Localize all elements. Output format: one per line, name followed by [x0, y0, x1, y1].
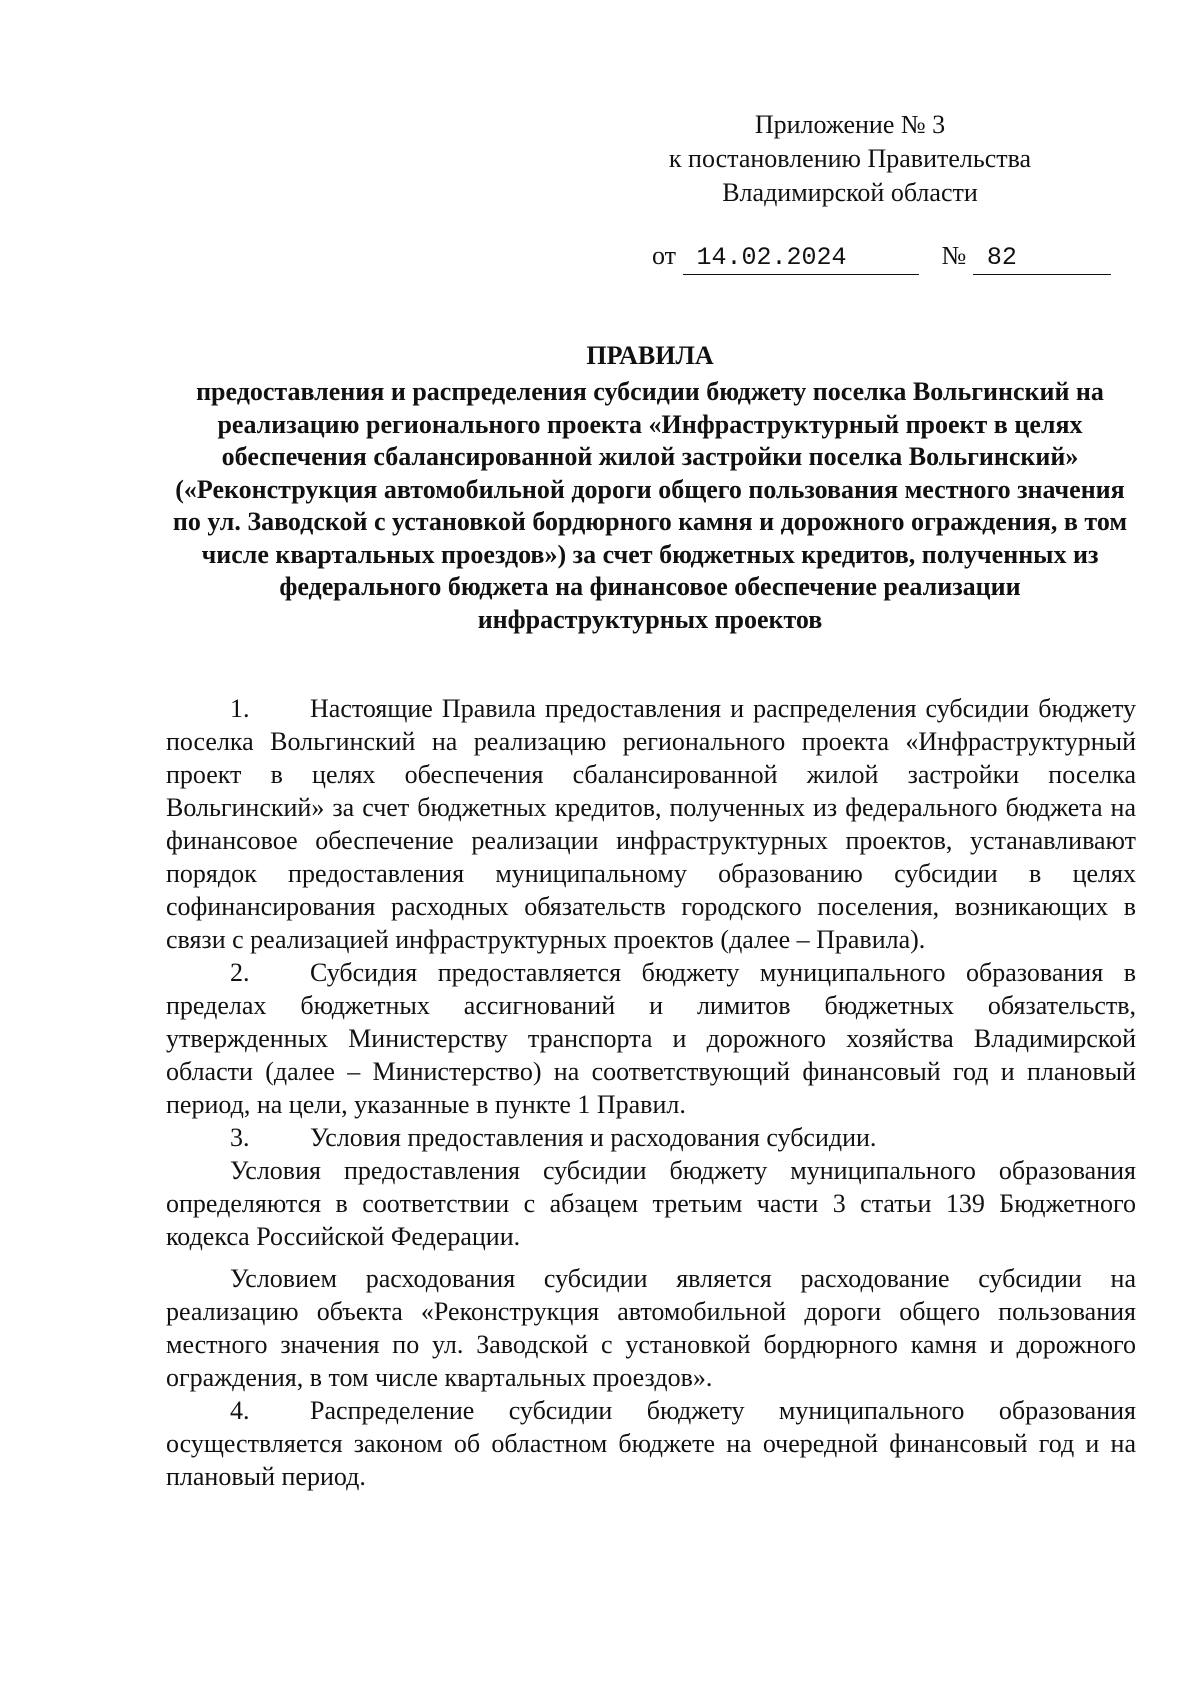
appendix-header	[600, 108, 1100, 210]
paragraph-text: Условия предоставления и расходования субсидии.	[310, 1123, 877, 1152]
resolution-date: 14.02.2024	[683, 242, 919, 275]
appendix-reference: к постановлению Правительства	[668, 144, 1032, 173]
paragraph-2	[166, 956, 1136, 1121]
resolution-date-line	[652, 236, 1102, 276]
paragraph-3-spending	[166, 1262, 1136, 1394]
appendix-number: Приложение № 3	[754, 110, 946, 139]
paragraph-number: 2.	[230, 958, 250, 987]
paragraph-1	[166, 692, 1136, 956]
date-from-label: от	[652, 241, 677, 270]
paragraph-text: Субсидия предоставляется бюджету муниципального образования в пределах бюджетных ассигнований и лимитов бюджетных обязательств, утвержденных Министерству транспорта и дорожного хозяйства Владимирской области (далее – Министерство) на соответствующий финансовый год и плановый период, на цели, указанные в пункте 1 Правил.	[166, 958, 1136, 1119]
paragraph-text: Условием расходования субсидии является расходование субсидии на реализацию объекта «Реконструкция автомобильной дороги общего пользования местного значения по ул. Заводской с установкой бордюрного камня и дорожного ограждения, в том числе квартальных проездов».	[166, 1264, 1136, 1392]
paragraph-text: Настоящие Правила предоставления и распределения субсидии бюджету поселка Вольгинский на реализацию регионального проекта «Инфраструктурный проект в целях обеспечения сбалансированной жилой застройки поселка Вольгинский» за счет бюджетных кредитов, полученных из федерального бюджета на финансовое обеспечение реализации инфраструктурных проектов, устанавливают порядок предоставления муниципальному образованию субсидии в целях софинансирования расходных обязательств городского поселения, возникающих в связи с реализацией инфраструктурных проектов (далее – Правила).	[166, 694, 1136, 954]
document-body	[166, 692, 1136, 1493]
number-label: №	[941, 241, 967, 270]
paragraph-text: Условия предоставления субсидии бюджету муниципального образования определяются в соответствии с абзацем третьим части 3 статьи 139 Бюджетного кодекса Российской Федерации.	[166, 1156, 1136, 1251]
paragraph-text: Распределение субсидии бюджету муниципального образования осуществляется законом об областном бюджете на очередной финансовый год и на плановый период.	[166, 1396, 1136, 1491]
paragraph-4	[166, 1394, 1136, 1493]
paragraph-number: 1.	[230, 694, 250, 723]
document-title: ПРАВИЛА	[586, 341, 714, 370]
paragraph-number: 4.	[230, 1396, 250, 1425]
paragraph-number: 3.	[230, 1123, 250, 1152]
appendix-region: Владимирской области	[722, 178, 978, 207]
resolution-number: 82	[973, 242, 1111, 275]
document-subtitle: предоставления и распределения субсидии бюджету поселка Вольгинский на реализацию регионального проекта «Инфраструктурный проект в целях обеспечения сбалансированной жилой застройки поселка Вольгинский» («Реконструкция автомобильной дороги общего пользования местного значения по ул. Заводской с установкой бордюрного камня и дорожного ограждения, в том числе квартальных проездов») за счет бюджетных кредитов, полученных из федерального бюджета на финансовое обеспечение реализации инфраструктурных проектов	[172, 377, 1128, 634]
paragraph-3-conditions	[166, 1154, 1136, 1253]
paragraph-3	[166, 1121, 1136, 1154]
